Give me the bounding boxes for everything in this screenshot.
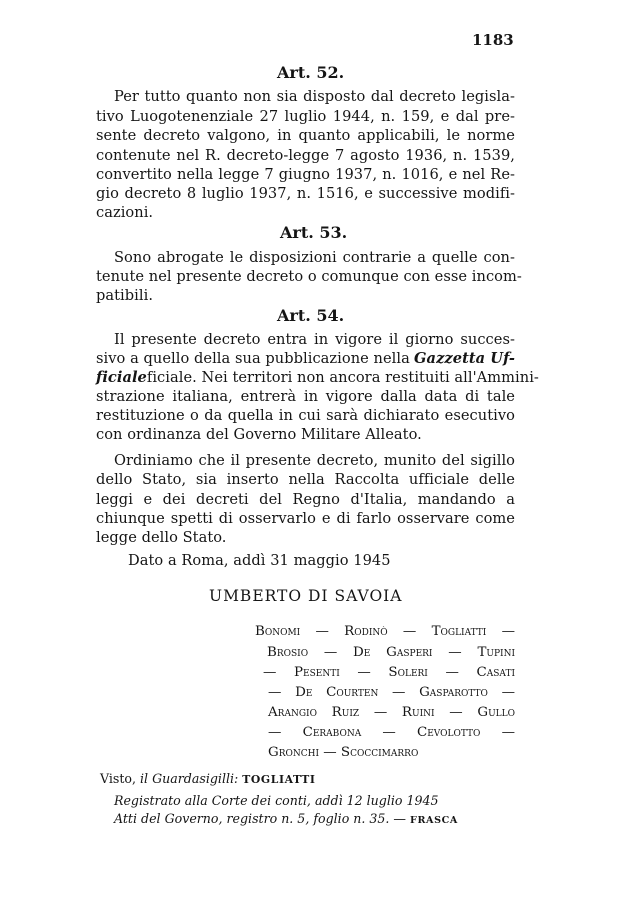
visto-prefix: Visto, xyxy=(100,771,137,786)
article-52-line-7: cazioni. xyxy=(96,204,154,221)
article-52-heading: Art. 52. xyxy=(277,63,345,82)
date-line: Dato a Roma, addì 31 maggio 1945 xyxy=(128,552,391,569)
article-52-line-6: gio decreto 8 luglio 1937, n. 1516, e successive modifi- xyxy=(96,185,515,202)
ministers-line-5: Arangio Ruiz — Ruini — Gullo xyxy=(268,705,515,720)
closing-line-2: dello Stato, sia inserto nella Raccolta ufficiale delle xyxy=(96,471,515,488)
article-54-line-2 xyxy=(96,350,515,367)
article-54-heading: Art. 54. xyxy=(277,306,345,325)
article-53-line-1: Sono abrogate le disposizioni contrarie a quelle con- xyxy=(114,249,515,266)
article-54-line-2-text: sivo a quello della sua pubblicazione nella xyxy=(96,350,410,367)
ministers-line-1: Bonomi — Rodinò — Togliatti — xyxy=(255,624,515,639)
ministers-line-4: — De Courten — Gasparotto — xyxy=(268,685,515,700)
guardasigilli-name: TOGLIATTI xyxy=(242,773,316,786)
atti-name: FRASCA xyxy=(410,815,458,826)
article-54-line-3 xyxy=(96,369,539,386)
ficiale-italic: ficiale xyxy=(96,369,147,386)
article-52-line-5: convertito nella legge 7 giugno 1937, n. 1016, e nel Re- xyxy=(96,166,515,183)
page-number: 1183 xyxy=(472,31,514,49)
article-53-line-2: tenute nel presente decreto o comunque con esse incom- xyxy=(96,268,522,285)
article-53-heading: Art. 53. xyxy=(280,223,348,242)
registrato-line: Registrato alla Corte dei conti, addì 12 luglio 1945 xyxy=(114,793,439,808)
article-54-line-5: restituzione o da quella in cui sarà dichiarato esecutivo xyxy=(96,407,515,424)
atti-line xyxy=(114,811,458,826)
article-54-line-3-text: ficiale. Nei territori non ancora restituiti all'Ammini- xyxy=(146,369,539,386)
closing-line-5: legge dello Stato. xyxy=(96,529,227,546)
ministers-line-7: Gronchi — Scoccimarro xyxy=(268,745,419,760)
closing-line-3: leggi e dei decreti del Regno d'Italia, mandando a xyxy=(96,491,515,508)
guardasigilli-label: il Guardasigilli: xyxy=(140,771,239,786)
king-signature: UMBERTO DI SAVOIA xyxy=(209,587,403,605)
article-53-line-3: patibili. xyxy=(96,287,154,304)
closing-line-4: chiunque spetti di osservarlo e di farlo osservare come xyxy=(96,510,515,527)
article-54-line-1: Il presente decreto entra in vigore il giorno succes- xyxy=(114,331,515,348)
article-52-line-3: sente decreto valgono, in quanto applicabili, le norme xyxy=(96,127,515,144)
ministers-line-2: Brosio — De Gasperi — Tupini xyxy=(267,645,515,660)
article-54-line-6: con ordinanza del Governo Militare Alleato. xyxy=(96,426,422,443)
article-54-line-4: strazione italiana, entrerà in vigore dalla data di tale xyxy=(96,388,515,405)
gazzetta-ufficiale-italic: Gazzetta Uf- xyxy=(414,350,515,367)
atti-text: Atti del Governo, registro n. 5, foglio n. 35. — xyxy=(114,811,407,826)
closing-line-1: Ordiniamo che il presente decreto, munito del sigillo xyxy=(114,452,515,469)
ministers-line-3: — Pesenti — Soleri — Casati xyxy=(263,665,515,680)
article-52-line-4: contenute nel R. decreto-legge 7 agosto 1936, n. 1539, xyxy=(96,147,515,164)
visto-line xyxy=(100,771,316,786)
article-52-line-1: Per tutto quanto non sia disposto dal decreto legisla- xyxy=(114,88,515,105)
ministers-line-6: — Cerabona — Cevolotto — xyxy=(268,725,515,740)
article-52-line-2: tivo Luogotenenziale 27 luglio 1944, n. 159, e dal pre- xyxy=(96,108,515,125)
